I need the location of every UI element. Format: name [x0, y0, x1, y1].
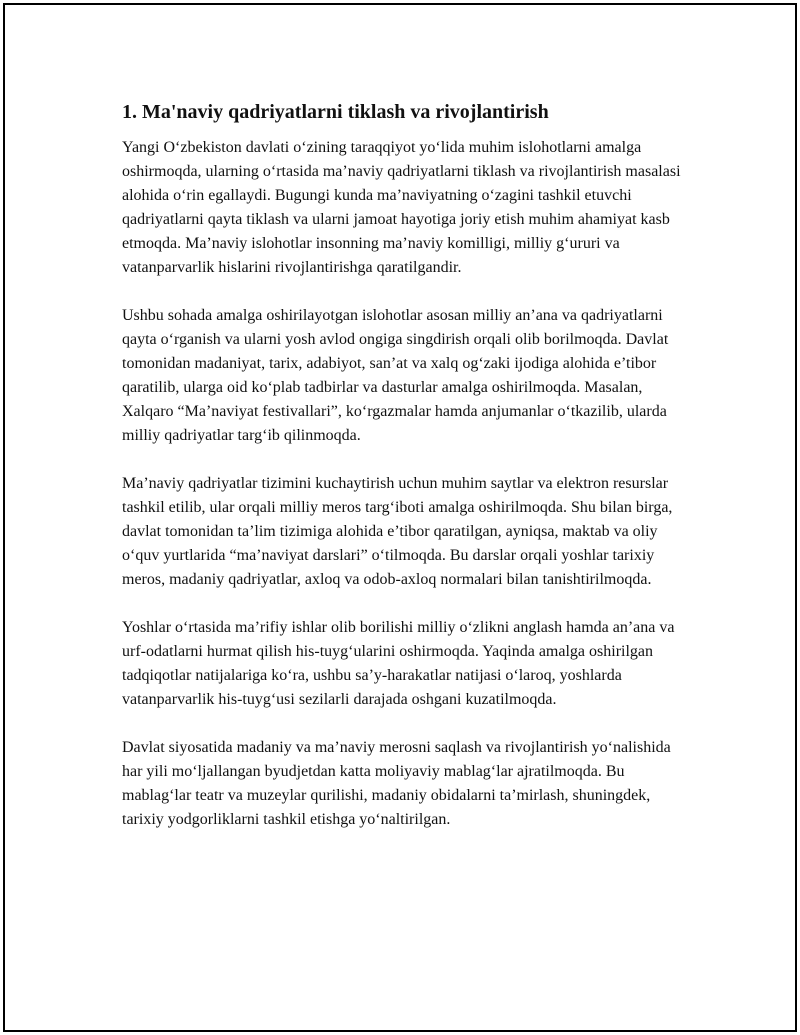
paragraph-4: Yoshlar o‘rtasida ma’rifiy ishlar olib borilishi milliy o‘zlikni anglash hamda an’ana va urf-odatlarni hurmat qilish his-tuyg‘ularini oshirmoqda. Yaqinda amalga oshirilgan tadqiqotlar natijalariga ko‘ra, ushbu sa’y-harakatlar natijasi o‘laroq, yoshlarda vatanparvarlik his-tuyg‘usi sezilarli darajada oshgani kuzatilmoqda. [122, 619, 675, 708]
paragraph-3: Ma’naviy qadriyatlar tizimini kuchaytirish uchun muhim saytlar va elektron resurslar tashkil etilib, ular orqali milliy meros targ‘iboti amalga oshirilmoqda. Shu bilan birga, davlat tomonidan ta’lim tizimiga alohida e’tibor qaratilgan, ayniqsa, maktab va oliy o‘quv yurtlarida “ma’naviyat darslari” o‘tilmoqda. Bu darslar orqali yoshlar tarixiy meros, madaniy qadriyatlar, axloq va odob-axloq normalari bilan tanishtirilmoqda. [122, 475, 673, 588]
paragraph-2: Ushbu sohada amalga oshirilayotgan islohotlar asosan milliy an’ana va qadriyatlarni qayta o‘rganish va ularni yosh avlod ongiga singdirish orqali olib borilmoqda. Davlat tomonidan madaniyat, tarix, adabiyot, san’at va xalq og‘zaki ijodiga alohida e’tibor qaratilib, ularga oid ko‘plab tadbirlar va dasturlar amalga oshirilmoqda. Masalan, Xalqaro “Ma’naviyat festivallari”, ko‘rgazmalar hamda anjumanlar o‘tkazilib, ularda milliy qadriyatlar targ‘ib qilinmoqda. [122, 307, 669, 444]
paragraph-5: Davlat siyosatida madaniy va ma’naviy merosni saqlash va rivojlantirish yo‘nalishida har yili mo‘ljallangan byudjetdan katta moliyaviy mablag‘lar ajratilmoqda. Bu mablag‘lar teatr va muzeylar qurilishi, madaniy obidalarni ta’mirlash, shuningdek, tarixiy yodgorliklarni tashkil etishga yo‘naltirilgan. [122, 739, 671, 828]
section-heading: 1. Ma'naviy qadriyatlarni tiklash va rivojlantirish [122, 101, 549, 123]
page-frame [3, 3, 797, 1032]
paragraph-1: Yangi O‘zbekiston davlati o‘zining taraqqiyot yo‘lida muhim islohotlarni amalga oshirmoqda, ularning o‘rtasida ma’naviy qadriyatlarni tiklash va rivojlantirish masalasi alohida o‘rin egallaydi. Bugungi kunda ma’naviyatning o‘zagini tashkil etuvchi qadriyatlarni qayta tiklash va ularni jamoat hayotiga joriy etish muhim ahamiyat kasb etmoqda. Ma’naviy islohotlar insonning ma’naviy komilligi, milliy g‘ururi va vatanparvarlik hislarini rivojlantirishga qaratilgandir. [122, 139, 681, 276]
document-body [122, 98, 692, 856]
